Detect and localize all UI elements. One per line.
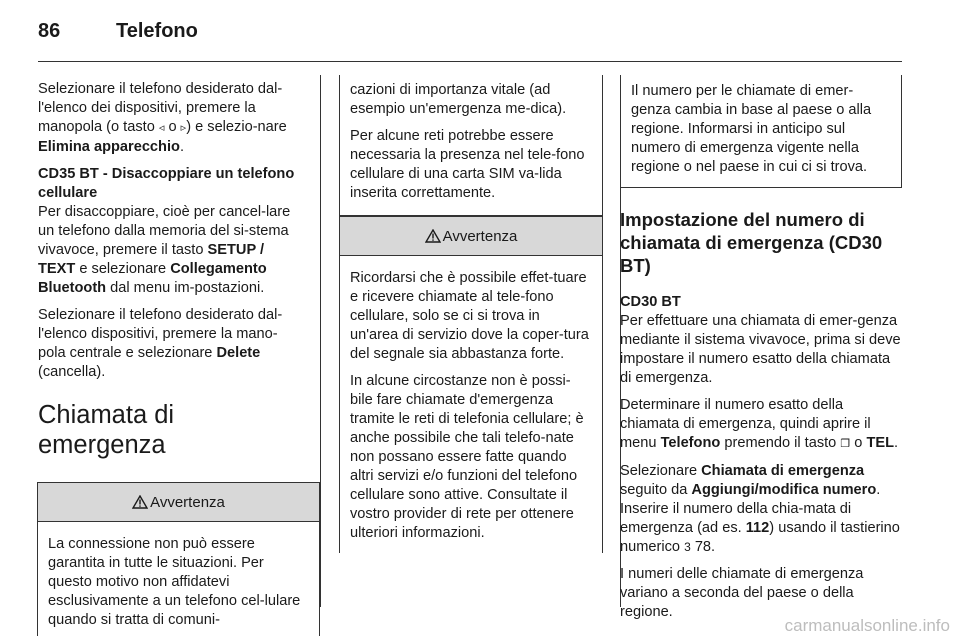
watermark: carmanualsonline.info <box>784 616 950 635</box>
text: dal menu im-postazioni. <box>106 280 265 296</box>
text: . <box>179 139 184 155</box>
warning-cont-paragraph-1: cazioni di importanza vitale (ad esempio un'emergenza me-dica). <box>350 82 567 117</box>
text: o <box>850 435 867 451</box>
section-heading-emergency-number: Impostazione del numero di chiamata di emergenza (CD30 BT) <box>620 209 883 276</box>
phone-key-icon: ❐ <box>840 438 851 450</box>
bold-term: Elimina apparecchio <box>38 139 180 155</box>
column-2 <box>341 75 601 553</box>
paragraph-intro: Per effettuare una chiamata di emer-genza mediante il sistema vivavoce, prima si deve impostare il numero esatto della chiamata di emergenza. <box>620 313 901 386</box>
column-1 <box>38 80 302 636</box>
bold-term: Telefono <box>660 435 721 451</box>
text: e selezionare <box>75 261 171 277</box>
warning-body: La connessione non può essere garantita in tutte le situazioni. Per questo motivo non affidatevi esclusivamente a un telefono cel-lulare quando si tratta di comuni- <box>48 536 301 628</box>
warning-triangle-icon <box>425 229 441 243</box>
text: (cancella). <box>38 364 106 380</box>
warning-paragraph-2: In alcune circostanze non è possi-bile fare chiamate d'emergenza tramite le reti di telefonia cellulare; è anche possibile che tali telefo-nate non possano essere fatte quando altri servizi e/o funzioni del telefono cellulare sono attive. Consultate il vostro provider di rete per ottenere ulteriori informazioni. <box>350 373 584 541</box>
text: Determinare il numero esatto della chiamata di emergenza, quindi aprire il menu <box>620 397 871 451</box>
header-rule <box>38 61 902 62</box>
text: . <box>894 435 899 451</box>
warning-header <box>340 216 602 256</box>
bold-term: Collegamento Bluetooth <box>38 261 267 296</box>
bold-term: Chiamata di emergenza <box>701 463 865 479</box>
paragraph-telefono-menu <box>620 396 902 454</box>
subheading-cd30: CD30 BT <box>620 294 681 310</box>
paragraph-unpair <box>38 203 302 298</box>
warning-continuation <box>339 75 603 216</box>
page-number: 86 <box>38 20 61 42</box>
page-reference-icon: 3 <box>684 540 691 554</box>
warning-header <box>38 483 319 522</box>
text: ) usando il tastierino numerico <box>620 520 900 555</box>
text: seguito da <box>620 482 692 498</box>
section-heading-emergency: Chiamata di emergenza <box>38 401 175 459</box>
warning-title: Avvertenza <box>150 493 225 511</box>
column-divider-1 <box>320 75 321 607</box>
warning-continuation: Il numero per le chiamate di emer-genza cambia in base al paese o alla regione. Informarsi in anticipo sul numero di emergenza vigente nella regione o nel paese in cui ci si trova. <box>620 75 902 188</box>
warning-box-1 <box>37 482 320 636</box>
warning-box-2 <box>339 216 603 553</box>
text: Selezionare il telefono desiderato dal-l'elenco dei dispositivi, premere la manopola (o tasto <box>38 81 283 135</box>
warning-paragraph-1: Ricordarsi che è possibile effet-tuare e ricevere chiamate al tele-fono cellulare, solo se ci si trova in un'area di servizio dove la coper-tura del segnale sia abbastanza forte. <box>350 270 589 362</box>
text: premendo il tasto <box>720 435 841 451</box>
left-arrow-icon: ◃ <box>158 122 165 134</box>
bold-term: TEL <box>866 435 895 451</box>
paragraph-delete <box>38 306 302 382</box>
bold-term: Delete <box>216 345 261 361</box>
bold-term: Aggiungi/modifica numero <box>691 482 877 498</box>
warning-cont-paragraph-2: Per alcune reti potrebbe essere necessaria la presenza nel tele-fono cellulare di una carta SIM va-lida inserita correttamente. <box>350 128 585 201</box>
text: ) e selezio-nare <box>186 119 287 135</box>
bold-term: SETUP / TEXT <box>38 242 265 277</box>
warning-triangle-icon <box>132 495 148 509</box>
text: Selezionare il telefono desiderato dal-l'elenco dispositivi, premere la mano-pola centrale e selezionare <box>38 307 283 361</box>
column-3 <box>620 75 902 630</box>
text: Per disaccoppiare, cioè per cancel-lare un telefono dalla memoria del si-stema vivavoce, premere il tasto <box>38 204 291 258</box>
paragraph-select-emergency <box>620 462 902 557</box>
subheading-cd35: CD35 BT - Disaccoppiare un telefono cellulare <box>38 166 295 201</box>
text: Selezionare <box>620 463 702 479</box>
paragraph-select-phone <box>38 80 302 157</box>
paragraph-numbers-vary: I numeri delle chiamate di emergenza variano a seconda del paese o della regione. <box>620 566 864 620</box>
text: o <box>164 119 181 135</box>
warning-body <box>340 256 602 553</box>
bold-term: 112 <box>745 520 770 536</box>
text: 78. <box>690 539 716 555</box>
page-title: Telefono <box>116 20 198 42</box>
text: . Inserire il numero della chia-mata di emergenza (ad es. <box>620 482 881 536</box>
right-arrow-icon: ▹ <box>180 122 187 134</box>
warning-title: Avvertenza <box>442 227 518 245</box>
